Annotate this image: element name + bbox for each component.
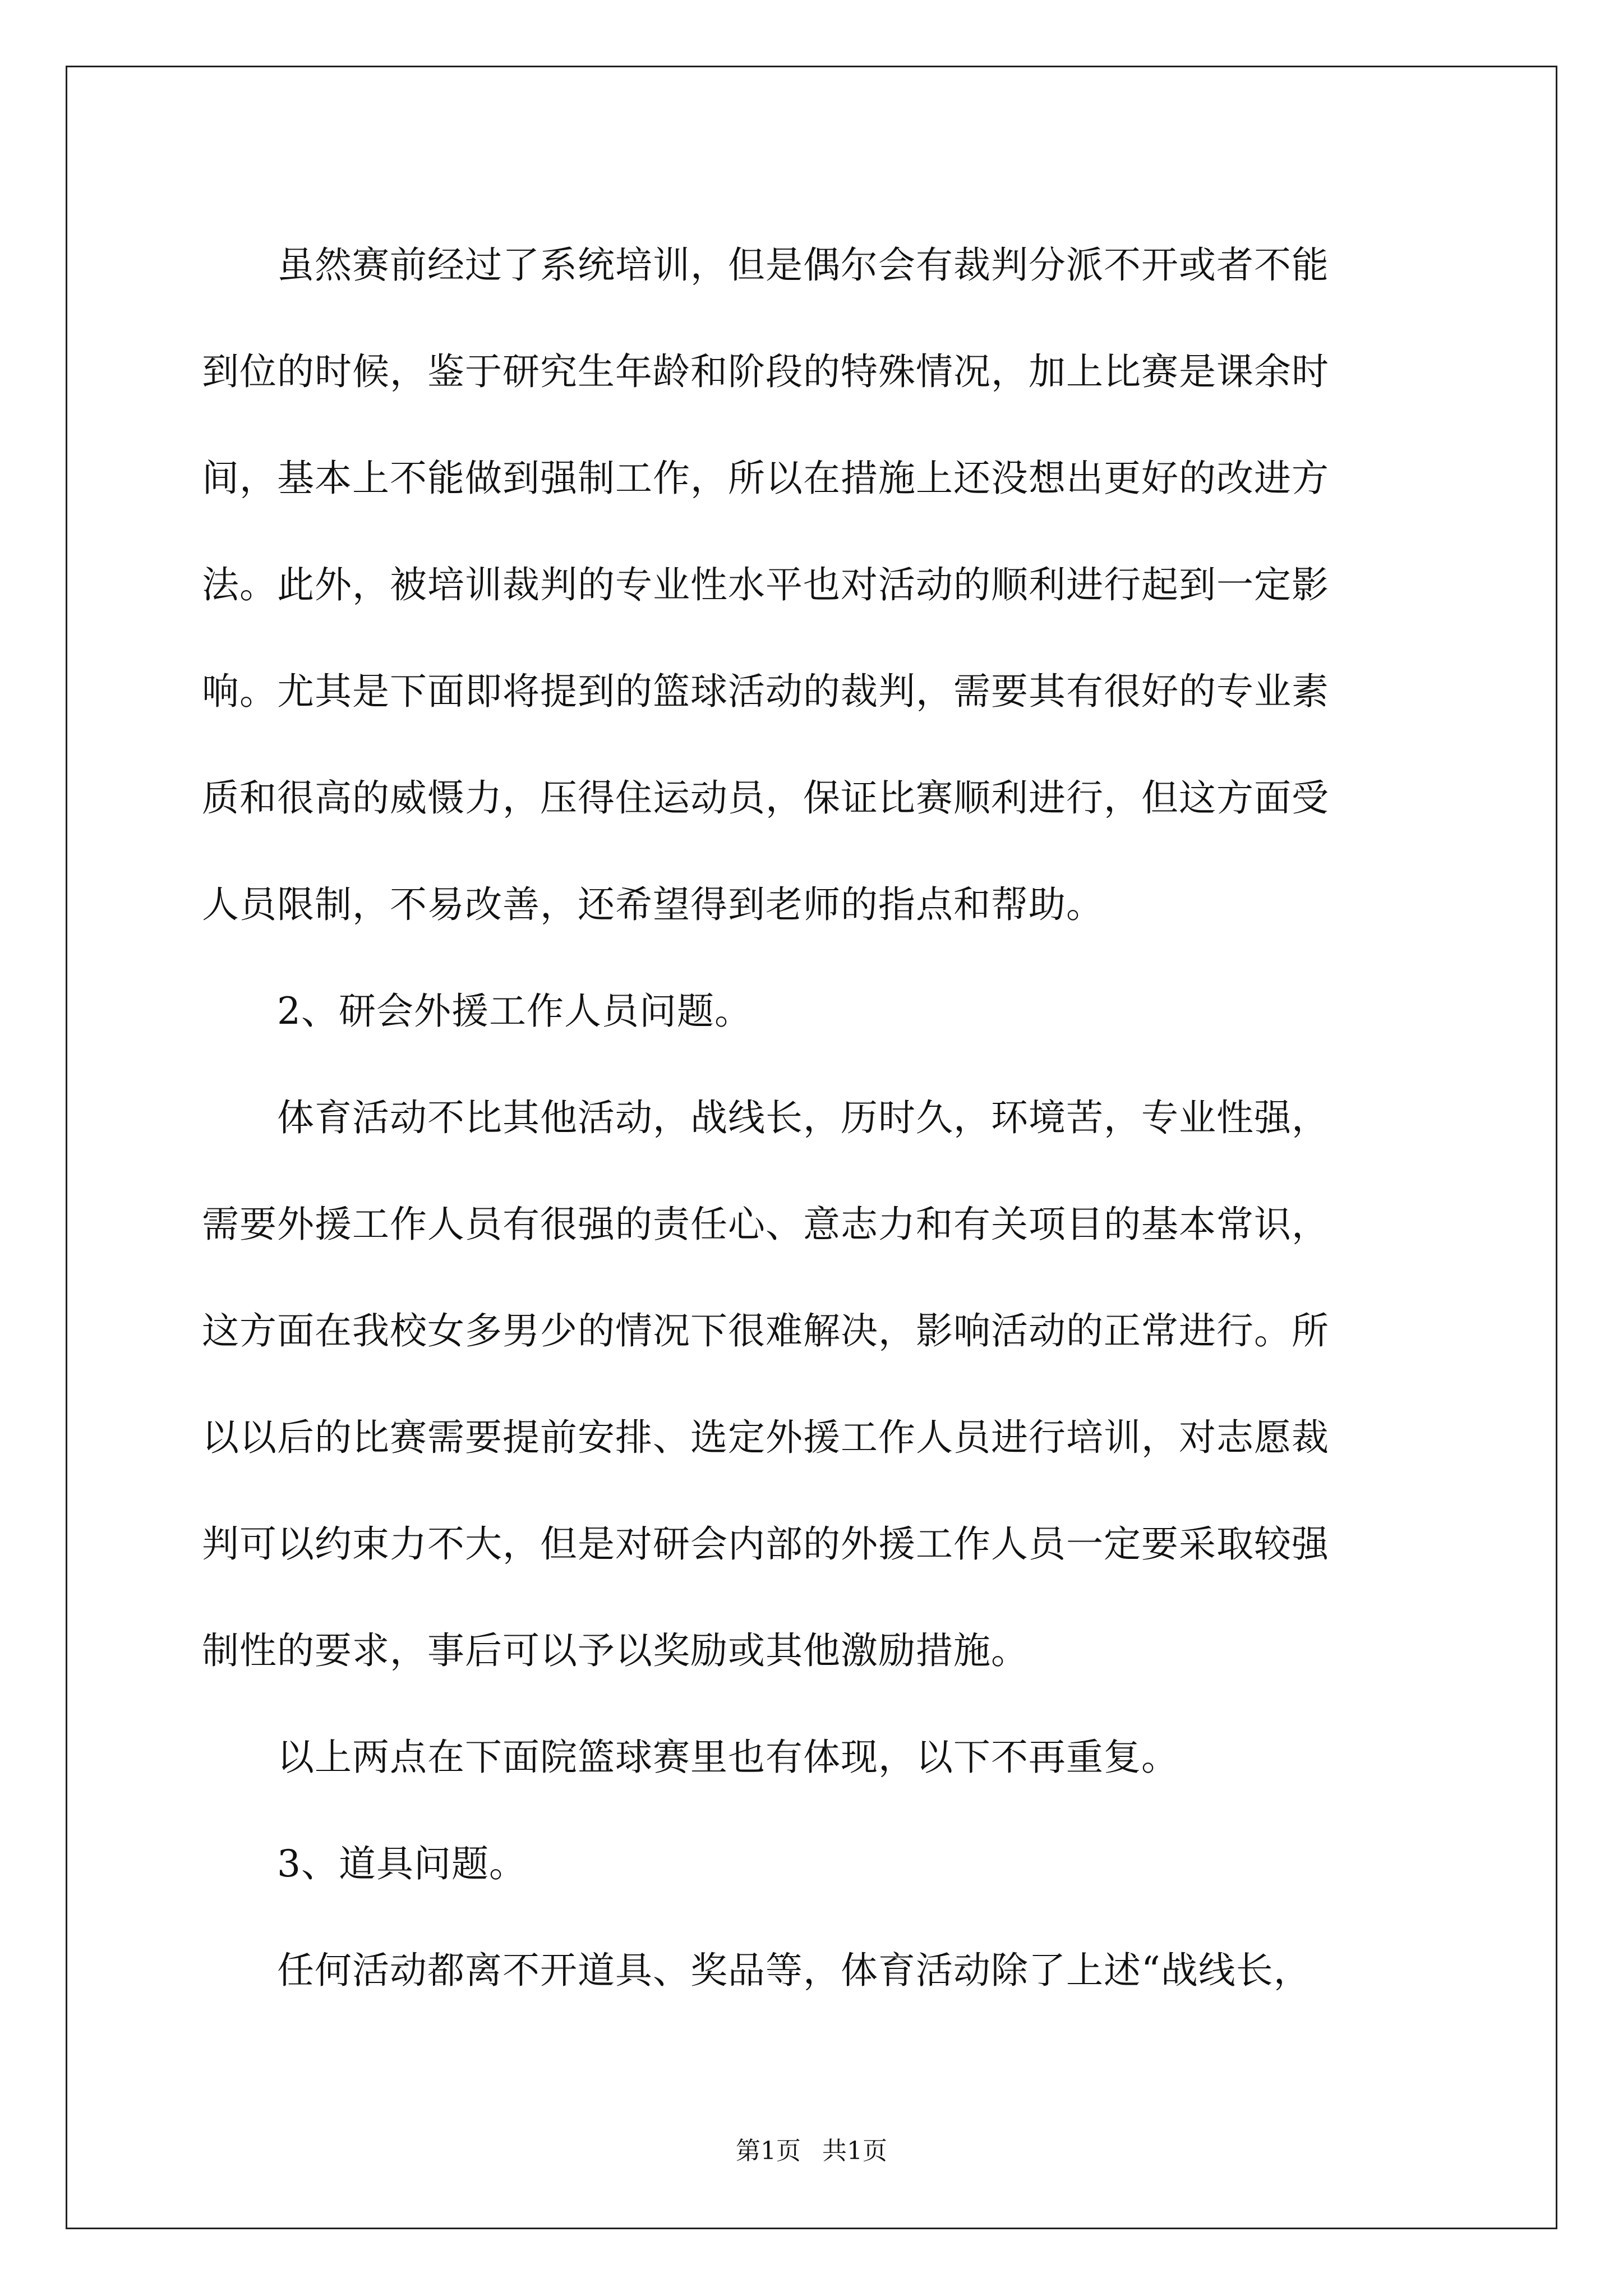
text-line: 人员限制，不易改善，还希望得到老师的指点和帮助。 (202, 883, 1104, 926)
text-line: 体育活动不比其他活动，战线长，历时久，环境苦，专业性强， (202, 1096, 1329, 1139)
page-footer (0, 2134, 1623, 2168)
text-line: 需要外援工作人员有很强的责任心、意志力和有关项目的基本常识， (202, 1203, 1329, 1246)
page-number: 第1页 (736, 2137, 801, 2165)
section-heading: 3、道具问题。 (202, 1842, 527, 1885)
text-line: 制性的要求，事后可以予以奖励或其他激励措施。 (202, 1629, 1029, 1672)
page-total: 共1页 (822, 2137, 887, 2165)
text-line: 任何活动都离不开道具、奖品等，体育活动除了上述“战线长， (202, 1949, 1311, 1992)
text-line: 以以后的比赛需要提前安排、选定外援工作人员进行培训，对志愿裁 (202, 1416, 1329, 1459)
text-line: 到位的时候，鉴于研究生年龄和阶段的特殊情况，加上比赛是课余时 (202, 350, 1329, 393)
text-line: 虽然赛前经过了系统培训，但是偶尔会有裁判分派不开或者不能 (202, 243, 1329, 287)
text-line: 以上两点在下面院篮球赛里也有体现，以下不再重复。 (202, 1736, 1179, 1779)
text-line: 判可以约束力不大，但是对研会内部的外援工作人员一定要采取较强 (202, 1522, 1329, 1566)
text-line: 响。尤其是下面即将提到的篮球活动的裁判，需要其有很好的专业素 (202, 670, 1329, 713)
text-line: 法。此外，被培训裁判的专业性水平也对活动的顺利进行起到一定影 (202, 563, 1329, 606)
document-body (202, 212, 1422, 2024)
text-line: 间，基本上不能做到强制工作，所以在措施上还没想出更好的改进方 (202, 457, 1329, 500)
section-heading: 2、研会外援工作人员问题。 (202, 990, 752, 1033)
text-line: 质和很高的威慑力，压得住运动员，保证比赛顺利进行，但这方面受 (202, 776, 1329, 820)
text-line: 这方面在我校女多男少的情况下很难解决，影响活动的正常进行。所 (202, 1309, 1329, 1352)
